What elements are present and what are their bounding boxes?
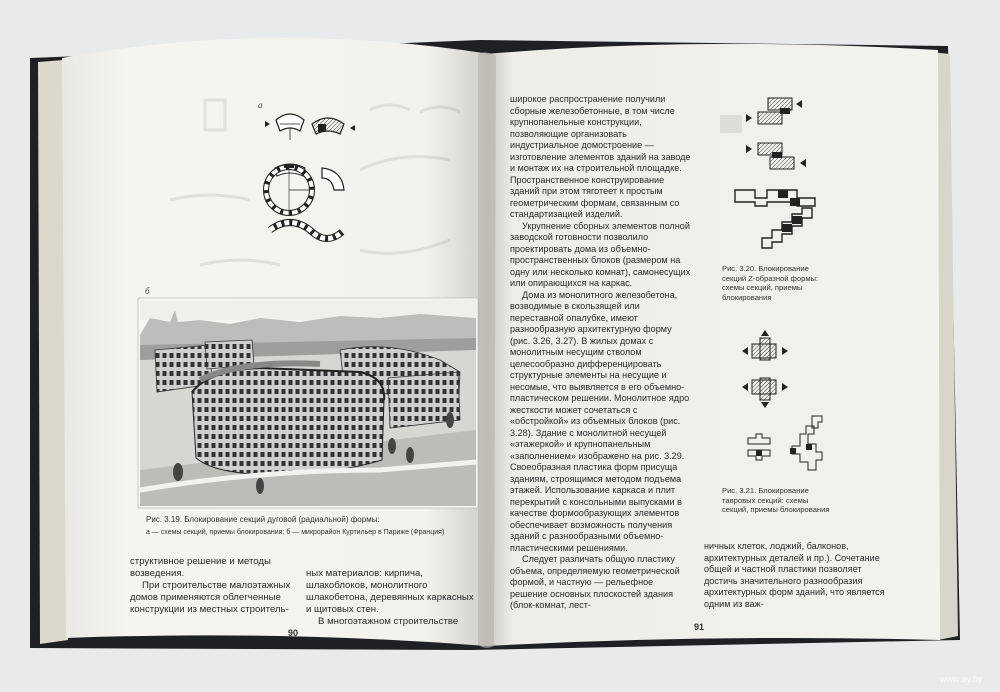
left-page-col-2 (306, 568, 478, 628)
paragraph: В многоэтажном строительстве (318, 616, 459, 628)
paragraph: Укрупнение сборных элементов полной заводской готовности позволило проектировать дома из объемно-пространственных блоков (размером на одну или несколько комнат), самонесущих или опирающихся на каркас. (510, 220, 691, 288)
fig-3-19-caption-detail: а — схемы секций, приемы блокирования; б — микрорайон Куртильер в Париже (Франция) (146, 529, 445, 536)
paragraph: Следует различать общую пластику объема, определяемую геометрической формой, и частную — рельефное решение основных плоскостей здания (блок-комнат, лест- (510, 554, 680, 610)
right-page-col-bottom: ничных клеток, лоджий, балконов, архитектурных деталей и пр.). Сочетание общей и частной пластики позволяет достичь значительного разнообразия архитектурных форм зданий, что является одним из важ- (704, 541, 885, 609)
figure-label-a: а (258, 100, 263, 110)
watermark: www.ay.by (940, 674, 983, 684)
left-page-col-1 (130, 556, 296, 616)
paragraph: Своеобразная пластика форм присуща зданиям, строящимся методом подъема этажей. Использование каркаса и плит перекрытий с консольными выпусками в качестве формообразующих элементов обеспечивает возможность получения зданий с разнообразными объемно-пластическими решениями. (510, 462, 682, 553)
paragraph: Дома из монолитного железобетона, возводимые в скользящей или переставной опалубке, имеют разнообразную архитектурную форму (рис. 3.26, 3.27). В жилых домах с монолитным несущим стволом целесообразно дифференцировать структурные элементы на несущие и несомые, что выявляется в его объемно-пластическом решении. Монолитное ядро жесткости может сочетаться с «обстройкой» из объемных блоков (рис. 3.28). Здание с монолитной несущей «этажеркой» и крупнопанельным «заполнением» изображено на рис. 3.29. (510, 289, 690, 461)
paragraph: структивное решение и методы возведения. (130, 556, 271, 580)
fig-3-21-caption: Рис. 3.21. Блокирование тавровых секций: схемы секций, приемы блокирования (722, 486, 830, 515)
paragraph: При строительстве малоэтажных домов применяются облегченные конструкции из местных строитель- (130, 580, 291, 616)
figure-label-b: б (145, 286, 150, 296)
fig-3-19b-perspective (138, 298, 478, 508)
fig-3-19-caption-title: Рис. 3.19. Блокирование секций дуговой (радиальной) формы: (146, 515, 380, 524)
paragraph: ных материалов: кирпича, шлакоблоков, монолитного шлакобетона, деревянных каркасных и щитовых стен. (306, 568, 474, 616)
right-page-col-main (510, 94, 693, 612)
fig-3-20-caption: Рис. 3.20. Блокирование секций Z-образной формы: схемы секций, приемы блокирования (722, 264, 819, 302)
page-number-right: 91 (694, 622, 705, 632)
page-number-left: 90 (288, 628, 299, 638)
paragraph: широкое распространение получили сборные железобетонные, в том числе крупнопанельные конструкции, позволяющие организовать индустриальное домостроение — изготовление элементов зданий на заводе и монтаж их на строительной площадке. Пространственное конструирование зданий при этом тяготеет к простым геометрическим формам, связанным со стандартизацией изделий. (510, 94, 691, 219)
